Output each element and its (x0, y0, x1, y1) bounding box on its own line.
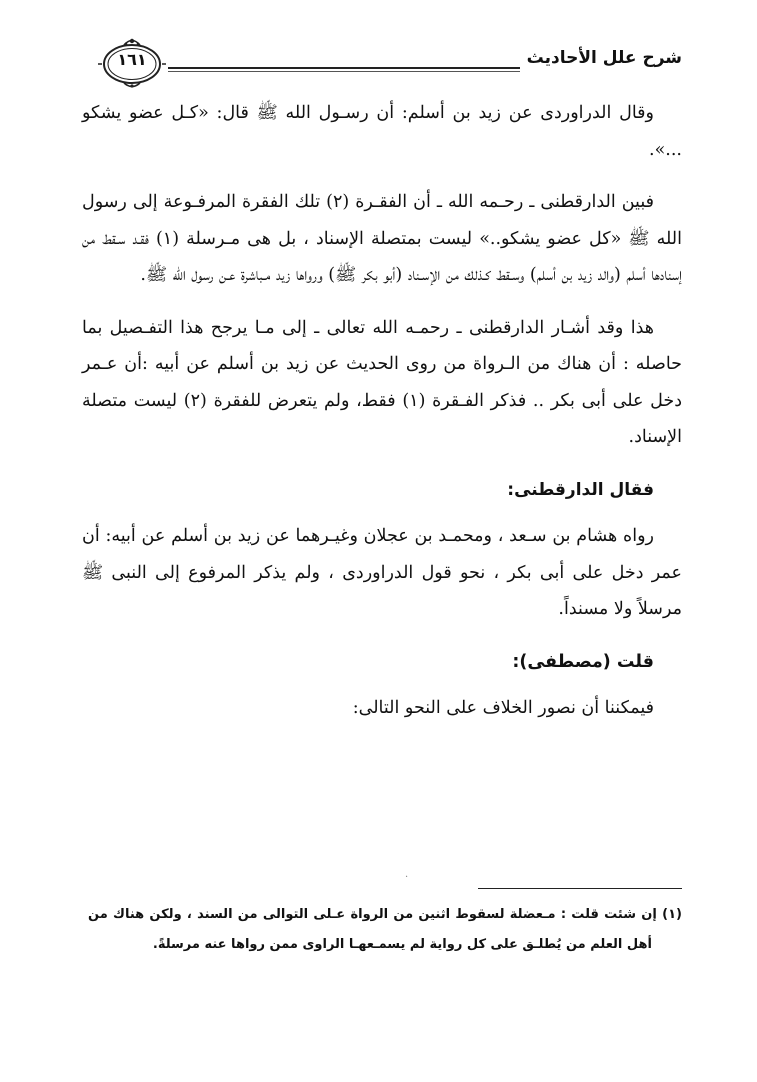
footnote-text: إن شئت قلت : مـعضلة لسقوط اثنين من الرواة عـلى التوالى من السند ، ولكن هناك من أهل العلم من يُطلـق على كل رواية لم يسمـعهـا الراوى ممن رواها عنه مرسلةً. (88, 907, 657, 952)
paragraph-3: هذا وقد أشـار الدارقطنى ـ رحمـه الله تعالى ـ إلى مـا يرجح هذا التفـصيل بما حاصله : أن هناك من الـرواة من روى الحديث عن زيد بن أسلم عن أبيه :أن عـمر دخل على أبى بكر .. فذكر الفـقرة (١) فقط، ولم يتعرض للفقرة (٢) ليست متصلة الإسناد. (82, 317, 682, 447)
page-number: ١٦١ (117, 50, 147, 69)
book-title: شرح علل الأحاديث (526, 48, 682, 68)
header-rule (168, 67, 520, 69)
header-rule-thin (168, 71, 520, 72)
paragraph-7: فيمكننا أن نصور الخلاف على النحو التالى: (352, 698, 654, 718)
paragraph-2: فبين الدارقطنى ـ رحـمه الله ـ أن الفقـرة (٢) تلك الفقرة المرفـوعة إلى رسول الله ﷺ «كل عضو يشكو..» ليست بمتصلة الإسناد ، بل هى مـرسلة (١) فقـد سـقط من إسنادها أسلم (والد زيد بن أسلم) وسـقط كـذلك من الإسـناد (أبو بكر ﷺ) ورواها زيد مـباشرة عـن رسول الله ﷺ. (82, 192, 682, 285)
footnote-separator (478, 888, 682, 889)
main-text (82, 95, 682, 743)
footnote-body (88, 900, 682, 960)
footnote (88, 900, 682, 960)
page-header (80, 30, 690, 100)
footnote-marker: (١) (662, 907, 682, 922)
scan-speck: · (405, 872, 409, 883)
paragraph-6-author-note: قلت (مصطفى): (512, 651, 654, 672)
paragraph-5: رواه هشام بن سـعد ، ومحمـد بن عجلان وغيـرهما عن زيد بن أسلم عن أبيه: أن عمر دخل على أبى بكر ، نحو قول الدراوردى ، ولم يذكر المرفوع إلى النبى ﷺ مرسلاً ولا مسنداً. (82, 526, 682, 619)
paragraph-4-quote-intro: فقال الدارقطنى: (507, 479, 654, 500)
paragraph-1: وقال الدراوردى عن زيد بن أسلم: أن رسـول الله ﷺ قال: «كـل عضو يشكو ...». (82, 103, 682, 160)
